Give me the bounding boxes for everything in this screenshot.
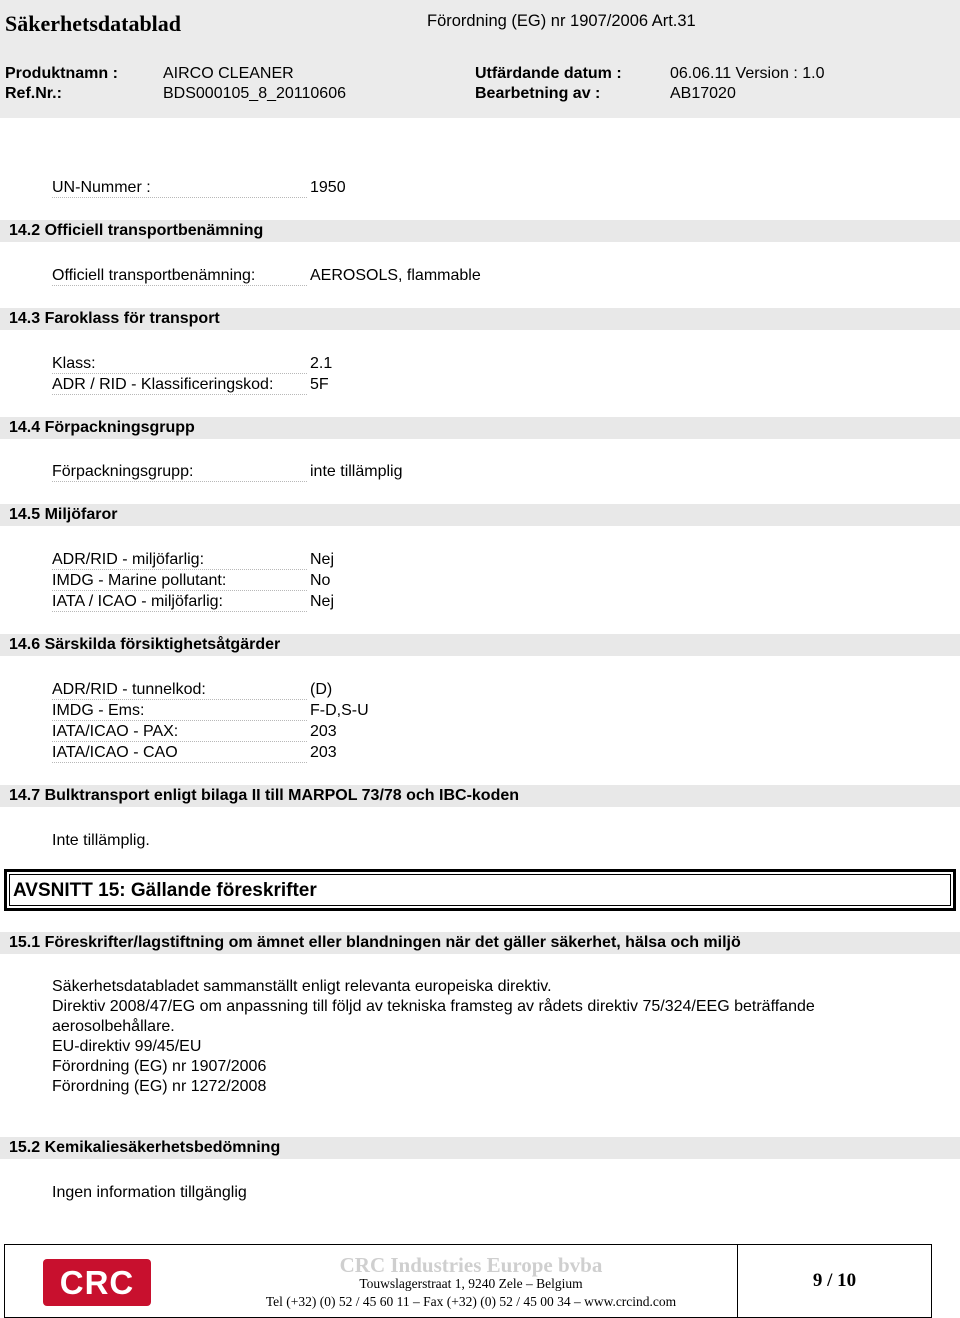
regulation-line-5: Förordning (EG) nr 1907/2006 bbox=[52, 1058, 267, 1075]
classification-code-label: ADR / RID - Klassificeringskod: bbox=[52, 375, 307, 395]
section-14-2-title: 14.2 Officiell transportbenämning bbox=[9, 222, 264, 239]
chemical-safety-text: Ingen information tillgänglig bbox=[52, 1184, 247, 1201]
ref-number-label: Ref.Nr.: bbox=[5, 85, 62, 102]
iata-pax-value: 203 bbox=[310, 723, 337, 740]
section-14-6-header bbox=[0, 634, 960, 656]
tunnel-code-value: (D) bbox=[310, 681, 333, 698]
iata-cao-label: IATA/ICAO - CAO bbox=[52, 743, 307, 763]
footer bbox=[4, 1244, 932, 1318]
imdg-ems-value: F-D,S-U bbox=[310, 702, 369, 719]
packing-group-label: Förpackningsgrupp: bbox=[52, 462, 307, 482]
transport-name-label: Officiell transportbenämning: bbox=[52, 266, 307, 286]
regulation-line-6: Förordning (EG) nr 1272/2008 bbox=[52, 1078, 267, 1095]
company-address: Touwslagerstraat 1, 9240 Zele – Belgium bbox=[359, 1276, 583, 1291]
regulation-line-2: Direktiv 2008/47/EG om anpassning till följd av tekniska framsteg av rådets direktiv 75/324/EEG beträffande bbox=[52, 998, 815, 1015]
transport-name-value: AEROSOLS, flammable bbox=[310, 267, 481, 284]
page-number: 9 / 10 bbox=[812, 1270, 857, 1291]
class-value: 2.1 bbox=[310, 355, 333, 372]
ref-number-value: BDS000105_8_20110606 bbox=[163, 85, 346, 102]
edited-by-value: AB17020 bbox=[670, 85, 736, 102]
product-name-label: Produktnamn : bbox=[5, 65, 118, 82]
section-14-6-title: 14.6 Särskilda försiktighetsåtgärder bbox=[9, 636, 281, 653]
section-15-title: AVSNITT 15: Gällande föreskrifter bbox=[13, 880, 317, 901]
section-14-7-title: 14.7 Bulktransport enligt bilaga II till MARPOL 73/78 och IBC-koden bbox=[9, 787, 520, 804]
company-contact: Tel (+32) (0) 52 / 45 60 11 – Fax (+32) (0) 52 / 45 00 34 – www.crcind.com bbox=[265, 1294, 677, 1309]
iata-env-value: Nej bbox=[310, 593, 335, 610]
edited-by-label: Bearbetning av : bbox=[475, 85, 601, 102]
section-15-2-header bbox=[0, 1137, 960, 1159]
iata-pax-label: IATA/ICAO - PAX: bbox=[52, 722, 307, 742]
product-name-value: AIRCO CLEANER bbox=[163, 65, 294, 82]
imdg-pollutant-label: IMDG - Marine pollutant: bbox=[52, 571, 307, 591]
document-title: Säkerhetsdatablad bbox=[5, 11, 182, 36]
tunnel-code-label: ADR/RID - tunnelkod: bbox=[52, 680, 307, 700]
classification-code-value: 5F bbox=[310, 376, 329, 393]
iata-cao-value: 203 bbox=[310, 744, 337, 761]
un-number-value: 1950 bbox=[310, 179, 346, 196]
section-14-3-title: 14.3 Faroklass för transport bbox=[9, 310, 220, 327]
imdg-pollutant-value: No bbox=[310, 572, 331, 589]
issue-date-value: 06.06.11 Version : 1.0 bbox=[670, 65, 825, 82]
section-14-7-header bbox=[0, 785, 960, 807]
regulation-line-1: Säkerhetsdatabladet sammanställt enligt relevanta europeiska direktiv. bbox=[52, 978, 552, 995]
iata-env-label: IATA / ICAO - miljöfarlig: bbox=[52, 592, 307, 612]
adr-env-value: Nej bbox=[310, 551, 335, 568]
class-label: Klass: bbox=[52, 354, 307, 374]
section-14-2-header bbox=[0, 220, 960, 242]
section-14-4-header bbox=[0, 417, 960, 439]
bulk-transport-text: Inte tillämplig. bbox=[52, 832, 150, 849]
section-15-banner bbox=[4, 869, 956, 911]
section-14-4-title: 14.4 Förpackningsgrupp bbox=[9, 419, 195, 436]
issue-date-label: Utfärdande datum : bbox=[475, 65, 622, 82]
section-14-5-title: 14.5 Miljöfaror bbox=[9, 506, 118, 523]
section-15-2-title: 15.2 Kemikaliesäkerhetsbedömning bbox=[9, 1139, 281, 1156]
adr-env-label: ADR/RID - miljöfarlig: bbox=[52, 550, 307, 570]
imdg-ems-label: IMDG - Ems: bbox=[52, 701, 307, 721]
section-14-5-header bbox=[0, 504, 960, 526]
section-15-1-title: 15.1 Föreskrifter/lagstiftning om ämnet eller blandningen när det gäller säkerhet, hälsa och miljö bbox=[9, 934, 741, 951]
company-name: CRC Industries Europe bvba bbox=[339, 1253, 603, 1277]
regulation-line-3: aerosolbehållare. bbox=[52, 1018, 175, 1035]
section-15-1-header bbox=[0, 932, 960, 954]
section-14-3-header bbox=[0, 308, 960, 330]
packing-group-value: inte tillämplig bbox=[310, 463, 403, 480]
regulation-reference: Förordning (EG) nr 1907/2006 Art.31 bbox=[427, 12, 696, 30]
un-number-label: UN-Nummer : bbox=[52, 178, 307, 198]
regulation-line-4: EU-direktiv 99/45/EU bbox=[52, 1038, 202, 1055]
crc-logo-text: CRC bbox=[59, 1264, 135, 1301]
